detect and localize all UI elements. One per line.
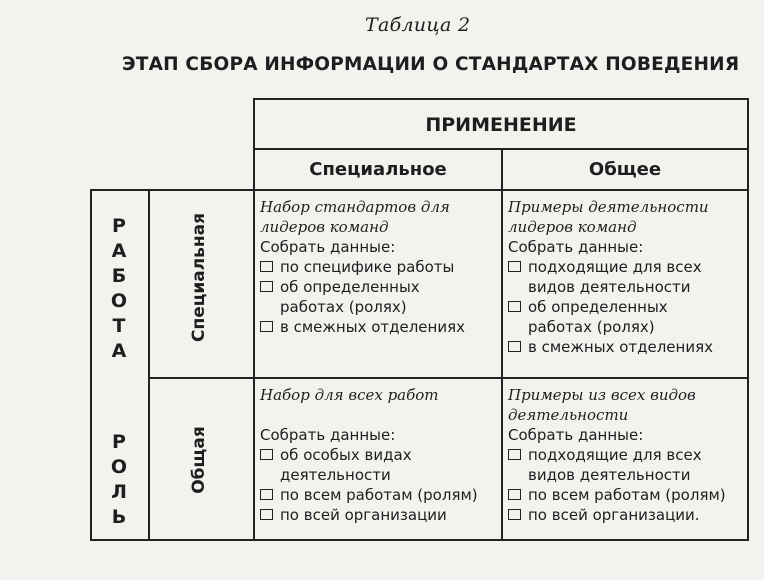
grid-line-axis [148,189,150,541]
checkbox-icon [508,301,521,312]
list-item: об особых видах деятельности [260,445,498,485]
cell-special-special [260,197,498,337]
cell-lead: Собрать данные: [508,238,644,256]
list-item: подходящие для всех видов деятельности [508,257,746,297]
axis-letter: Т [112,315,126,337]
list-item: по специфике работы [260,257,498,277]
table-title: ЭТАП СБОРА ИНФОРМАЦИИ О СТАНДАРТАХ ПОВЕДЕНИЯ [122,54,740,75]
grid-line-header-2 [90,189,749,191]
cell-general-special [260,385,498,525]
list-item: об определенных работах (ролях) [260,277,498,317]
cell-lead: Собрать данные: [508,426,644,444]
checkbox-icon [260,321,273,332]
axis-letter: Б [111,265,127,287]
checkbox-icon [260,489,273,500]
checkbox-icon [260,281,273,292]
axis-letter: А [111,340,127,362]
checkbox-icon [260,261,273,272]
checkbox-icon [508,449,521,460]
axis-letter: Р [112,215,126,237]
list-item: по всем работам (ролям) [508,485,746,505]
checkbox-icon [508,261,521,272]
axis-word-rol [98,430,140,530]
grid-line-bottom [90,539,749,541]
header-col-special: Специальное [309,158,447,180]
grid-line-middle [148,377,749,379]
cell-lead: Собрать данные: [260,426,396,444]
row-label-special: Специальная [189,212,209,342]
cell-title: лидеров команд [260,218,389,236]
header-col-general: Общее [588,158,662,180]
row-label-general: Общая [189,426,209,494]
axis-letter: О [110,290,128,312]
axis-letter: Ь [111,506,127,528]
checkbox-icon [508,489,521,500]
grid-line-center [501,148,503,541]
grid-line-right [747,98,749,541]
grid-line-outer-left [90,189,92,541]
cell-title: Примеры деятельности [508,198,709,216]
list-item: об определенных работах (ролях) [508,297,746,337]
cell-title: Набор для всех работ [260,386,439,404]
cell-title: лидеров команд [508,218,637,236]
axis-word-rabota [98,214,140,364]
list-item: по всем работам (ролям) [260,485,498,505]
list-item: по всей организации. [508,505,746,525]
table-caption: Таблица 2 [365,14,471,36]
cell-special-general [508,197,746,357]
grid-line-top [253,98,749,100]
cell-title: Примеры из всех видов [508,386,696,404]
axis-letter: Л [111,481,127,503]
axis-letter: А [111,240,127,262]
axis-letter: О [110,456,128,478]
cell-general-general [508,385,746,525]
header-application: ПРИМЕНЕНИЕ [425,114,577,136]
checkbox-icon [508,509,521,520]
cell-lead: Собрать данные: [260,238,396,256]
checkbox-icon [260,509,273,520]
cell-title: Набор стандартов для [260,198,450,216]
list-item: по всей организации [260,505,498,525]
checkbox-icon [260,449,273,460]
checkbox-icon [508,341,521,352]
list-item: в смежных отделениях [508,337,746,357]
axis-letter: Р [112,431,126,453]
list-item: подходящие для всех видов деятельности [508,445,746,485]
list-item: в смежных отделениях [260,317,498,337]
cell-title: деятельности [508,406,629,424]
